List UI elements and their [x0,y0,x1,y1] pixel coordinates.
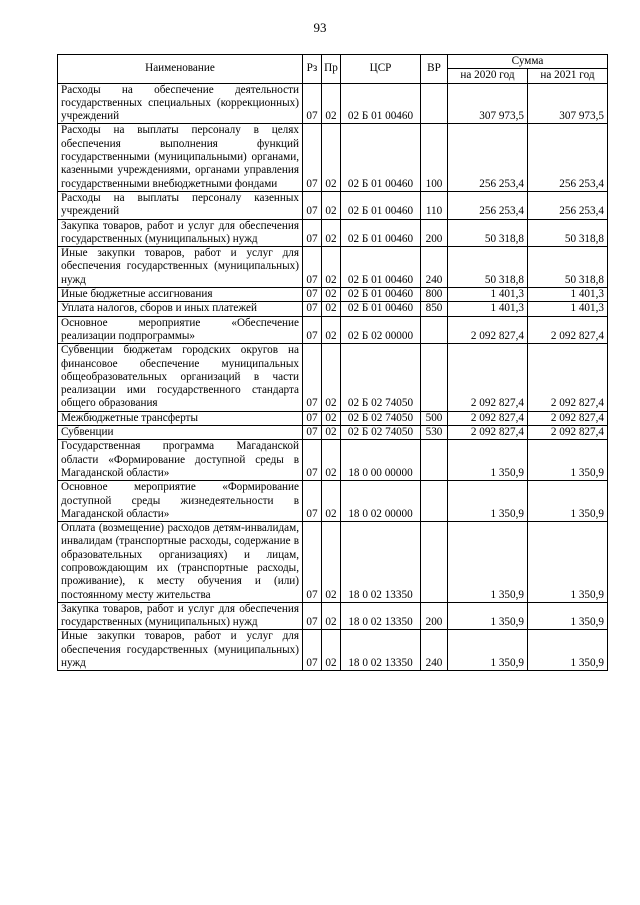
cell-csr: 02 Б 01 00460 [341,191,421,219]
cell-vr [421,440,448,481]
cell-rz: 07 [303,124,322,191]
cell-amount-2021: 1 350,9 [528,522,608,603]
cell-name: Закупка товаров, работ и услуг для обеспечения государственных (муниципальных) нужд [58,219,303,247]
cell-vr: 110 [421,191,448,219]
page-number: 93 [313,20,327,35]
cell-pr: 02 [322,602,341,630]
table-row [58,288,608,302]
cell-amount-2021: 307 973,5 [528,83,608,124]
cell-vr: 200 [421,602,448,630]
cell-csr: 02 Б 01 00460 [341,83,421,124]
cell-pr: 02 [322,522,341,603]
cell-csr: 18 0 02 00000 [341,481,421,522]
cell-rz: 07 [303,288,322,302]
cell-amount-2021: 1 350,9 [528,440,608,481]
cell-name: Иные закупки товаров, работ и услуг для обеспечения государственных (муниципальных) нужд [58,630,303,671]
cell-name: Закупка товаров, работ и услуг для обеспечения государственных (муниципальных) нужд [58,602,303,630]
header-year-2021: на 2021 год [528,69,608,83]
cell-rz: 07 [303,481,322,522]
cell-csr: 02 Б 02 74050 [341,344,421,411]
cell-pr: 02 [322,219,341,247]
cell-rz: 07 [303,247,322,288]
cell-vr: 850 [421,302,448,316]
cell-amount-2020: 50 318,8 [448,247,528,288]
table-row [58,83,608,124]
cell-vr [421,481,448,522]
cell-vr: 200 [421,219,448,247]
cell-pr: 02 [322,344,341,411]
table-row [58,344,608,411]
cell-rz: 07 [303,219,322,247]
cell-csr: 02 Б 01 00460 [341,124,421,191]
cell-vr: 240 [421,247,448,288]
cell-amount-2021: 256 253,4 [528,124,608,191]
table-row [58,522,608,603]
cell-amount-2020: 50 318,8 [448,219,528,247]
cell-name: Иные закупки товаров, работ и услуг для обеспечения государственных (муниципальных) нужд [58,247,303,288]
cell-csr: 18 0 02 13350 [341,602,421,630]
cell-amount-2020: 1 401,3 [448,288,528,302]
cell-rz: 07 [303,411,322,425]
cell-name: Расходы на выплаты персоналу казенных учреждений [58,191,303,219]
cell-pr: 02 [322,302,341,316]
table-row [58,630,608,671]
cell-amount-2020: 1 401,3 [448,302,528,316]
cell-pr: 02 [322,411,341,425]
cell-amount-2021: 2 092 827,4 [528,316,608,344]
cell-amount-2021: 2 092 827,4 [528,411,608,425]
cell-amount-2021: 256 253,4 [528,191,608,219]
cell-rz: 07 [303,191,322,219]
cell-name: Уплата налогов, сборов и иных платежей [58,302,303,316]
cell-amount-2021: 1 401,3 [528,302,608,316]
cell-csr: 02 Б 01 00460 [341,247,421,288]
cell-vr: 100 [421,124,448,191]
cell-rz: 07 [303,602,322,630]
table-row [58,602,608,630]
cell-name: Расходы на обеспечение деятельности государственных специальных (коррекционных) учреждений [58,83,303,124]
cell-name: Субвенции [58,426,303,440]
cell-amount-2020: 256 253,4 [448,124,528,191]
cell-rz: 07 [303,426,322,440]
cell-amount-2020: 1 350,9 [448,522,528,603]
cell-pr: 02 [322,426,341,440]
cell-csr: 18 0 02 13350 [341,630,421,671]
cell-amount-2021: 2 092 827,4 [528,344,608,411]
table-row [58,219,608,247]
cell-csr: 18 0 02 13350 [341,522,421,603]
cell-vr [421,83,448,124]
header-vr: ВР [421,55,448,84]
cell-amount-2020: 2 092 827,4 [448,316,528,344]
cell-vr [421,316,448,344]
cell-csr: 02 Б 02 74050 [341,411,421,425]
table-row [58,426,608,440]
cell-pr: 02 [322,316,341,344]
cell-amount-2021: 1 350,9 [528,630,608,671]
cell-rz: 07 [303,344,322,411]
table-body [58,83,608,671]
table-row [58,302,608,316]
cell-amount-2020: 256 253,4 [448,191,528,219]
cell-vr: 240 [421,630,448,671]
cell-amount-2020: 2 092 827,4 [448,344,528,411]
cell-vr: 800 [421,288,448,302]
header-csr: ЦСР [341,55,421,84]
cell-csr: 18 0 00 00000 [341,440,421,481]
cell-csr: 02 Б 01 00460 [341,288,421,302]
table-row [58,440,608,481]
cell-pr: 02 [322,481,341,522]
cell-amount-2020: 307 973,5 [448,83,528,124]
table-row [58,191,608,219]
cell-name: Субвенции бюджетам городских округов на финансовое обеспечение муниципальных общеобразовательных организаций в части реализации ими государственного стандарта общего образования [58,344,303,411]
header-year-2020: на 2020 год [448,69,528,83]
budget-table [57,54,608,671]
cell-name: Расходы на выплаты персоналу в целях обеспечения выполнения функций государственными (муниципальными) органами, казенными учреждениями, органами управления государственными внебюджетными фондами [58,124,303,191]
cell-pr: 02 [322,191,341,219]
cell-name: Межбюджетные трансферты [58,411,303,425]
cell-rz: 07 [303,630,322,671]
cell-pr: 02 [322,83,341,124]
cell-rz: 07 [303,522,322,603]
cell-amount-2021: 2 092 827,4 [528,426,608,440]
cell-amount-2020: 1 350,9 [448,481,528,522]
cell-amount-2020: 2 092 827,4 [448,411,528,425]
cell-amount-2021: 50 318,8 [528,219,608,247]
table-row [58,411,608,425]
cell-amount-2020: 1 350,9 [448,602,528,630]
cell-csr: 02 Б 01 00460 [341,302,421,316]
cell-amount-2020: 2 092 827,4 [448,426,528,440]
cell-pr: 02 [322,440,341,481]
header-pr: Пр [322,55,341,84]
cell-rz: 07 [303,302,322,316]
table-row [58,481,608,522]
header-rz: Рз [303,55,322,84]
cell-name: Основное мероприятие «Обеспечение реализации подпрограммы» [58,316,303,344]
cell-amount-2021: 1 350,9 [528,481,608,522]
cell-vr [421,522,448,603]
cell-name: Оплата (возмещение) расходов детям-инвалидам, инвалидам (транспортные расходы, содержание в образовательных организациях) и лицам, сопровождающим их (транспортные расходы, проживание), к месту обучения и (или) постоянному месту жительства [58,522,303,603]
cell-vr: 530 [421,426,448,440]
cell-name: Основное мероприятие «Формирование доступной среды жизнедеятельности в Магаданской области» [58,481,303,522]
cell-csr: 02 Б 02 00000 [341,316,421,344]
cell-pr: 02 [322,288,341,302]
cell-amount-2020: 1 350,9 [448,630,528,671]
cell-amount-2021: 1 401,3 [528,288,608,302]
cell-rz: 07 [303,83,322,124]
cell-name: Государственная программа Магаданской области «Формирование доступной среды в Магаданской области» [58,440,303,481]
cell-name: Иные бюджетные ассигнования [58,288,303,302]
cell-amount-2020: 1 350,9 [448,440,528,481]
cell-vr: 500 [421,411,448,425]
cell-csr: 02 Б 01 00460 [341,219,421,247]
cell-amount-2021: 1 350,9 [528,602,608,630]
table-row [58,316,608,344]
cell-rz: 07 [303,440,322,481]
cell-vr [421,344,448,411]
table-row [58,124,608,191]
header-name: Наименование [58,55,303,84]
cell-csr: 02 Б 02 74050 [341,426,421,440]
cell-amount-2021: 50 318,8 [528,247,608,288]
cell-pr: 02 [322,630,341,671]
cell-pr: 02 [322,124,341,191]
cell-pr: 02 [322,247,341,288]
table-row [58,247,608,288]
header-sum: Сумма [448,55,608,69]
cell-rz: 07 [303,316,322,344]
